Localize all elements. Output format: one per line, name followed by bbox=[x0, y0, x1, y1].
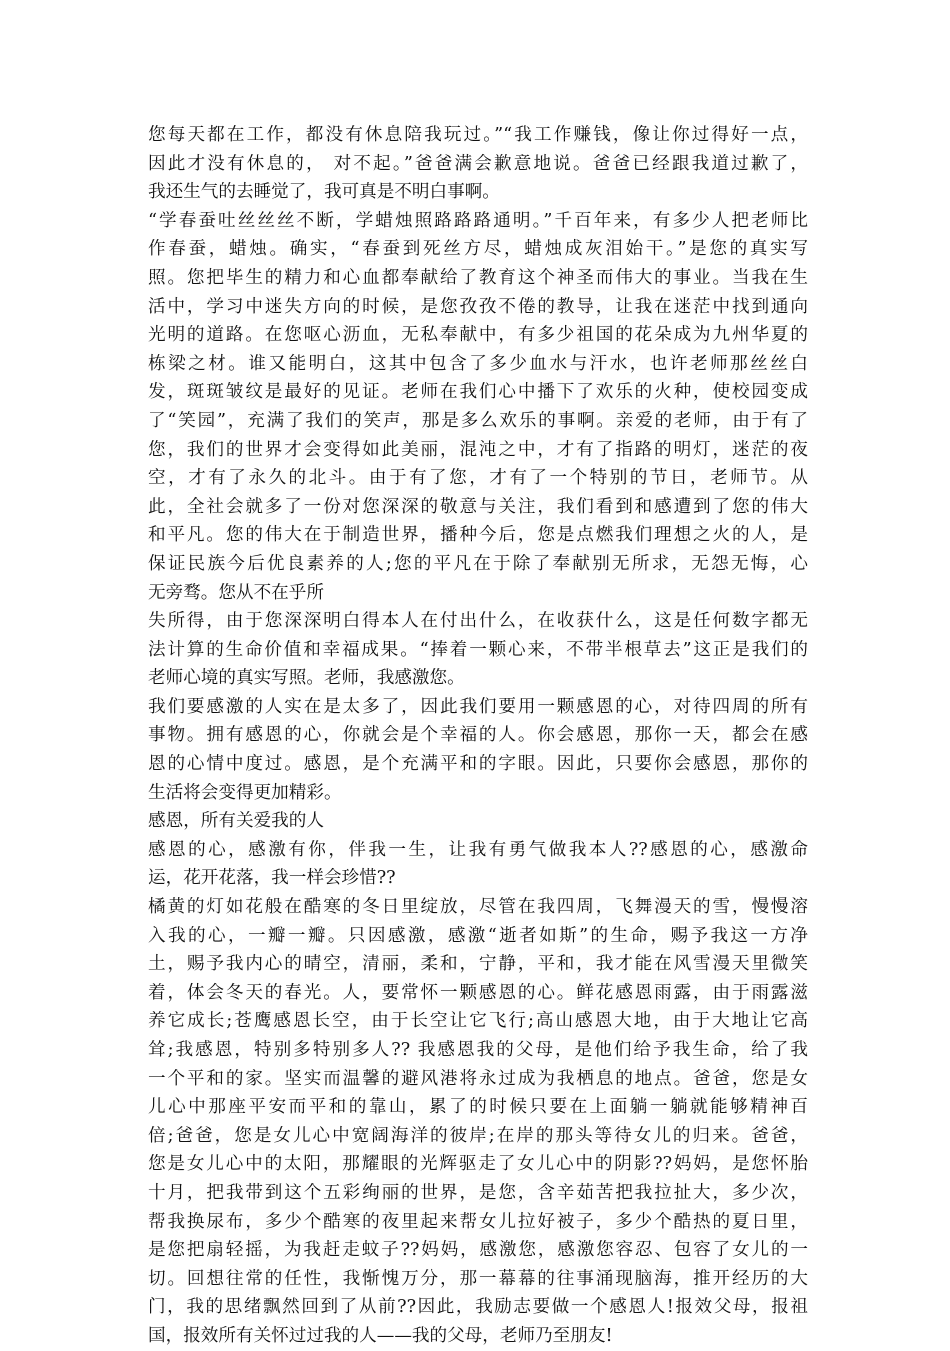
text-line: 着，体会冬天的春光。人，要常怀一颗感恩的心。鲜花感恩雨露，由于雨露滋 bbox=[148, 982, 808, 1003]
text-line: 国，报效所有关怀过过我的人——我的父母，老师乃至朋友! bbox=[148, 1325, 613, 1346]
document-body bbox=[148, 121, 808, 1351]
text-line: 门，我的思绪飘然回到了从前??因此，我励志要做一个感恩人!报效父母，报祖 bbox=[148, 1297, 808, 1318]
text-line: 耸;我感恩，特别多特别多人?? 我感恩我的父母，是他们给予我生命，给了我 bbox=[148, 1040, 808, 1060]
text-line: 您每天都在工作，都没有休息陪我玩过。”“我工作赚钱，像让你过得好一点， bbox=[148, 125, 808, 145]
text-line: 十月，把我带到这个五彩绚丽的世界，是您，含辛茹苦把我拉扯大，多少次， bbox=[148, 1182, 808, 1203]
text-line: 作春蚕，蜡烛。确实，“春蚕到死丝方尽，蜡烛成灰泪始干。”是您的真实写 bbox=[148, 239, 808, 260]
text-line: 失所得，由于您深深明白得本人在付出什么，在收获什么，这是任何数字都无 bbox=[148, 611, 808, 632]
text-line: 帮我换尿布，多少个酷寒的夜里起来帮女儿拉好被子，多少个酷热的夏日里， bbox=[148, 1211, 808, 1232]
text-line: 光明的道路。在您呕心沥血，无私奉献中，有多少祖国的花朵成为九州华夏的 bbox=[148, 325, 808, 346]
text-line: 此，全社会就多了一份对您深深的敬意与关注，我们看到和感遭到了您的伟大 bbox=[148, 496, 808, 517]
text-line: 我还生气的去睡觉了，我可真是不明白事啊。 bbox=[148, 182, 500, 203]
text-line: “学春蚕吐丝丝丝不断，学蜡烛照路路路通明。”千百年来，有多少人把老师比 bbox=[148, 210, 808, 231]
text-line: 活中，学习中迷失方向的时候，是您孜孜不倦的教导，让我在迷茫中找到通向 bbox=[148, 296, 808, 317]
text-line: 土，赐予我内心的晴空，清丽，柔和，宁静，平和，我才能在风雪漫天里微笑 bbox=[148, 954, 808, 975]
text-line: 和平凡。您的伟大在于制造世界，播种今后，您是点燃我们理想之火的人，是 bbox=[148, 525, 808, 546]
text-line: 了“笑园”，充满了我们的笑声，那是多么欢乐的事啊。亲爱的老师，由于有了 bbox=[148, 410, 808, 431]
text-line: 是您把扇轻摇，为我赶走蚊子??妈妈，感激您，感激您容忍、包容了女儿的一 bbox=[148, 1240, 808, 1261]
text-line: 切。回想往常的任性，我惭愧万分，那一幕幕的往事涌现脑海，推开经历的大 bbox=[148, 1268, 808, 1289]
text-line: 栋梁之材。谁又能明白，这其中包含了多少血水与汗水，也许老师那丝丝白 bbox=[148, 353, 808, 374]
text-line: 空，才有了永久的北斗。由于有了您，才有了一个特别的节日，老师节。从 bbox=[148, 468, 808, 489]
text-line: 入我的心，一瓣一瓣。只因感激，感激“逝者如斯”的生命，赐予我这一方净 bbox=[148, 925, 808, 946]
text-line: 儿心中那座平安而平和的靠山，累了的时候只要在上面躺一躺就能够精神百 bbox=[148, 1097, 808, 1118]
text-line: 运，花开花落，我一样会珍惜?? bbox=[148, 868, 396, 889]
text-line: 感恩的心，感激有你，伴我一生，让我有勇气做我本人??感恩的心，感激命 bbox=[148, 839, 808, 860]
text-line: 您，我们的世界才会变得如此美丽，混沌之中，才有了指路的明灯，迷茫的夜 bbox=[148, 439, 808, 460]
text-line: 发，斑斑皱纹是最好的见证。老师在我们心中播下了欢乐的火种，使校园变成 bbox=[148, 382, 808, 403]
text-line: 倍;爸爸，您是女儿心中宽阔海洋的彼岸;在岸的那头等待女儿的归来。爸爸， bbox=[148, 1125, 808, 1146]
text-line: 事物。拥有感恩的心，你就会是个幸福的人。你会感恩，那你一天，都会在感 bbox=[148, 725, 808, 746]
text-line: 照。您把毕生的精力和心血都奉献给了教育这个神圣而伟大的事业。当我在生 bbox=[148, 267, 808, 288]
text-line: 橘黄的灯如花般在酷寒的冬日里绽放，尽管在我四周，飞舞漫天的雪，慢慢溶 bbox=[148, 897, 808, 918]
text-line: 生活将会变得更加精彩。 bbox=[148, 782, 342, 803]
text-line: 您是女儿心中的太阳，那耀眼的光辉驱走了女儿心中的阴影??妈妈，是您怀胎 bbox=[148, 1154, 808, 1175]
section-heading: 感恩，所有关爱我的人 bbox=[148, 811, 324, 832]
text-line: 一个平和的家。坚实而温馨的避风港将永过成为我栖息的地点。爸爸，您是女 bbox=[148, 1068, 808, 1089]
text-line: 恩的心情中度过。感恩，是个充满平和的字眼。因此，只要你会感恩，那你的 bbox=[148, 754, 808, 775]
text-line: 老师心境的真实写照。老师，我感激您。 bbox=[148, 668, 465, 689]
text-line: 无旁骛。您从不在乎所 bbox=[148, 582, 324, 603]
text-line: 保证民族今后优良素养的人;您的平凡在于除了奉献别无所求，无怨无悔，心 bbox=[148, 553, 808, 574]
text-line: 养它成长;苍鹰感恩长空，由于长空让它飞行;高山感恩大地，由于大地让它高 bbox=[148, 1011, 808, 1032]
text-line: 我们要感激的人实在是太多了，因此我们要用一颗感恩的心，对待四周的所有 bbox=[148, 696, 808, 717]
text-line: 因此才没有休息的， 对不起。”爸爸满会歉意地说。爸爸已经跟我道过歉了， bbox=[148, 153, 808, 174]
text-line: 法计算的生命价值和幸福成果。“捧着一颗心来，不带半根草去”这正是我们的 bbox=[148, 639, 808, 660]
